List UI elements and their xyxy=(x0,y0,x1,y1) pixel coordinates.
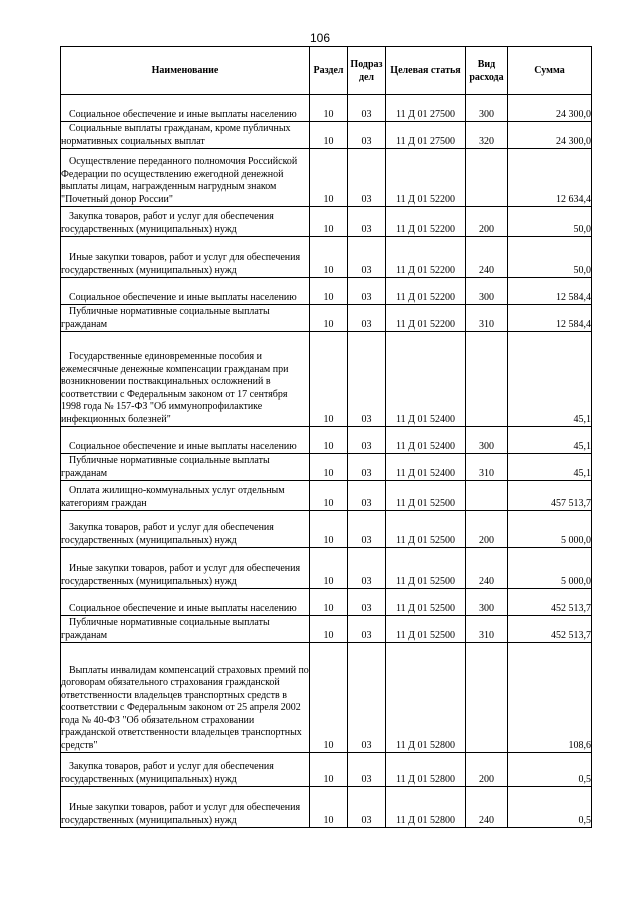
table-row xyxy=(61,122,592,149)
cell-subsection: 03 xyxy=(348,305,386,332)
header-amount: Сумма xyxy=(508,47,592,95)
cell-expense xyxy=(466,481,508,511)
cell-section: 10 xyxy=(310,511,348,548)
cell-section: 10 xyxy=(310,589,348,616)
cell-subsection: 03 xyxy=(348,511,386,548)
cell-subsection: 03 xyxy=(348,278,386,305)
cell-name xyxy=(61,511,310,548)
cell-name xyxy=(61,787,310,828)
cell-target: 11 Д 01 52200 xyxy=(386,207,466,237)
cell-target: 11 Д 01 27500 xyxy=(386,95,466,122)
row-name-text: Социальное обеспечение и иные выплаты населению xyxy=(69,108,297,120)
table-row xyxy=(61,95,592,122)
cell-target: 11 Д 01 52500 xyxy=(386,616,466,643)
header-name: Наименование xyxy=(61,47,310,95)
row-name-text: Публичные нормативные социальные выплаты гражданам xyxy=(61,455,270,479)
cell-subsection: 03 xyxy=(348,149,386,207)
table-row xyxy=(61,616,592,643)
table-row xyxy=(61,207,592,237)
cell-target: 11 Д 01 52200 xyxy=(386,278,466,305)
cell-amount: 108,6 xyxy=(508,643,592,753)
cell-expense: 310 xyxy=(466,616,508,643)
cell-target: 11 Д 01 52500 xyxy=(386,589,466,616)
cell-subsection: 03 xyxy=(348,237,386,278)
row-name-text: Социальные выплаты гражданам, кроме публичных нормативных социальных выплат xyxy=(61,123,291,147)
row-name-text: Социальное обеспечение и иные выплаты населению xyxy=(69,291,297,303)
cell-section: 10 xyxy=(310,427,348,454)
cell-amount: 24 300,0 xyxy=(508,95,592,122)
cell-subsection: 03 xyxy=(348,454,386,481)
cell-amount: 12 634,4 xyxy=(508,149,592,207)
cell-target: 11 Д 01 27500 xyxy=(386,122,466,149)
table-body xyxy=(61,95,592,828)
table-row xyxy=(61,753,592,787)
cell-amount: 457 513,7 xyxy=(508,481,592,511)
cell-expense: 300 xyxy=(466,427,508,454)
cell-amount: 24 300,0 xyxy=(508,122,592,149)
cell-name xyxy=(61,616,310,643)
cell-target: 11 Д 01 52500 xyxy=(386,481,466,511)
cell-expense: 200 xyxy=(466,511,508,548)
cell-section: 10 xyxy=(310,481,348,511)
table-row xyxy=(61,589,592,616)
row-name-text: Закупка товаров, работ и услуг для обеспечения государственных (муниципальных) нужд xyxy=(61,761,274,785)
cell-subsection: 03 xyxy=(348,787,386,828)
row-name-text: Осуществление переданного полномочия Российской Федерации по осуществлению ежегодной денежной выплаты лицам, награжденным нагрудным знаком "Почетный донор России" xyxy=(61,156,298,205)
cell-subsection: 03 xyxy=(348,427,386,454)
cell-target: 11 Д 01 52400 xyxy=(386,332,466,427)
cell-section: 10 xyxy=(310,95,348,122)
header-section: Раздел xyxy=(310,47,348,95)
cell-amount: 0,5 xyxy=(508,787,592,828)
cell-expense: 310 xyxy=(466,454,508,481)
cell-target: 11 Д 01 52800 xyxy=(386,787,466,828)
cell-subsection: 03 xyxy=(348,548,386,589)
cell-name xyxy=(61,753,310,787)
cell-name xyxy=(61,589,310,616)
cell-expense: 240 xyxy=(466,787,508,828)
cell-name xyxy=(61,548,310,589)
row-name-text: Государственные единовременные пособия и ежемесячные денежные компенсации гражданам при возникновении поствакцинальных осложнений в соответствии с Федеральным законом от 17 сентября 1998 года № 157-ФЗ "Об иммунопрофилактике инфекционных болезней" xyxy=(61,351,289,425)
cell-expense: 300 xyxy=(466,589,508,616)
table-row xyxy=(61,278,592,305)
cell-expense: 240 xyxy=(466,237,508,278)
cell-target: 11 Д 01 52500 xyxy=(386,511,466,548)
table-row xyxy=(61,332,592,427)
cell-section: 10 xyxy=(310,616,348,643)
cell-expense: 240 xyxy=(466,548,508,589)
header-expense: Вид расхода xyxy=(466,47,508,95)
cell-target: 11 Д 01 52200 xyxy=(386,305,466,332)
cell-section: 10 xyxy=(310,278,348,305)
cell-section: 10 xyxy=(310,787,348,828)
cell-section: 10 xyxy=(310,149,348,207)
cell-subsection: 03 xyxy=(348,481,386,511)
cell-name xyxy=(61,122,310,149)
cell-name xyxy=(61,643,310,753)
cell-expense xyxy=(466,149,508,207)
row-name-text: Выплаты инвалидам компенсаций страховых премий по договорам обязательного страхования гражданской ответственности владельцев транспортных средств в соответствии с Федеральным законом от 25 апреля 2002 года № 40-ФЗ "Об обязательном страховании гражданской ответственности владельцев транспортных средств" xyxy=(61,664,309,751)
cell-amount: 50,0 xyxy=(508,207,592,237)
row-name-text: Социальное обеспечение и иные выплаты населению xyxy=(69,440,297,452)
table-row xyxy=(61,237,592,278)
cell-section: 10 xyxy=(310,753,348,787)
budget-table xyxy=(60,46,592,828)
table-row xyxy=(61,481,592,511)
table-row xyxy=(61,787,592,828)
row-name-text: Иные закупки товаров, работ и услуг для обеспечения государственных (муниципальных) нужд xyxy=(61,252,301,276)
cell-expense xyxy=(466,332,508,427)
cell-amount: 12 584,4 xyxy=(508,305,592,332)
table-row xyxy=(61,643,592,753)
cell-subsection: 03 xyxy=(348,95,386,122)
table-row xyxy=(61,427,592,454)
table-row xyxy=(61,511,592,548)
cell-name xyxy=(61,305,310,332)
cell-amount: 50,0 xyxy=(508,237,592,278)
row-name-text: Публичные нормативные социальные выплаты гражданам xyxy=(61,306,270,330)
cell-name xyxy=(61,95,310,122)
cell-expense xyxy=(466,643,508,753)
cell-expense: 300 xyxy=(466,278,508,305)
cell-name xyxy=(61,149,310,207)
cell-amount: 45,1 xyxy=(508,454,592,481)
cell-amount: 45,1 xyxy=(508,427,592,454)
cell-section: 10 xyxy=(310,305,348,332)
row-name-text: Публичные нормативные социальные выплаты гражданам xyxy=(61,617,270,641)
table-row xyxy=(61,454,592,481)
table-header-row xyxy=(61,47,592,95)
cell-section: 10 xyxy=(310,207,348,237)
cell-amount: 0,5 xyxy=(508,753,592,787)
cell-expense: 200 xyxy=(466,753,508,787)
row-name-text: Иные закупки товаров, работ и услуг для обеспечения государственных (муниципальных) нужд xyxy=(61,563,301,587)
cell-subsection: 03 xyxy=(348,122,386,149)
cell-expense: 200 xyxy=(466,207,508,237)
cell-section: 10 xyxy=(310,122,348,149)
cell-name xyxy=(61,278,310,305)
cell-name xyxy=(61,454,310,481)
cell-section: 10 xyxy=(310,237,348,278)
cell-name xyxy=(61,207,310,237)
cell-amount: 452 513,7 xyxy=(508,589,592,616)
cell-amount: 5 000,0 xyxy=(508,511,592,548)
cell-subsection: 03 xyxy=(348,753,386,787)
cell-subsection: 03 xyxy=(348,332,386,427)
cell-target: 11 Д 01 52200 xyxy=(386,237,466,278)
cell-target: 11 Д 01 52500 xyxy=(386,548,466,589)
cell-section: 10 xyxy=(310,454,348,481)
cell-section: 10 xyxy=(310,643,348,753)
header-subsection: Подраз дел xyxy=(348,47,386,95)
cell-subsection: 03 xyxy=(348,643,386,753)
cell-amount: 452 513,7 xyxy=(508,616,592,643)
cell-name xyxy=(61,427,310,454)
cell-target: 11 Д 01 52800 xyxy=(386,753,466,787)
row-name-text: Закупка товаров, работ и услуг для обеспечения государственных (муниципальных) нужд xyxy=(61,211,274,235)
cell-target: 11 Д 01 52400 xyxy=(386,427,466,454)
cell-name xyxy=(61,481,310,511)
cell-target: 11 Д 01 52400 xyxy=(386,454,466,481)
cell-name xyxy=(61,332,310,427)
header-target: Целевая статья xyxy=(386,47,466,95)
table-row xyxy=(61,305,592,332)
cell-section: 10 xyxy=(310,548,348,589)
row-name-text: Социальное обеспечение и иные выплаты населению xyxy=(69,602,297,614)
table-row xyxy=(61,548,592,589)
row-name-text: Иные закупки товаров, работ и услуг для обеспечения государственных (муниципальных) нужд xyxy=(61,802,301,826)
cell-amount: 45,1 xyxy=(508,332,592,427)
cell-subsection: 03 xyxy=(348,207,386,237)
cell-expense: 310 xyxy=(466,305,508,332)
cell-section: 10 xyxy=(310,332,348,427)
cell-target: 11 Д 01 52200 xyxy=(386,149,466,207)
cell-subsection: 03 xyxy=(348,616,386,643)
cell-target: 11 Д 01 52800 xyxy=(386,643,466,753)
row-name-text: Закупка товаров, работ и услуг для обеспечения государственных (муниципальных) нужд xyxy=(61,522,274,546)
cell-expense: 300 xyxy=(466,95,508,122)
table-row xyxy=(61,149,592,207)
row-name-text: Оплата жилищно-коммунальных услуг отдельным категориям граждан xyxy=(61,485,285,509)
cell-subsection: 03 xyxy=(348,589,386,616)
cell-expense: 320 xyxy=(466,122,508,149)
cell-amount: 5 000,0 xyxy=(508,548,592,589)
cell-name xyxy=(61,237,310,278)
cell-amount: 12 584,4 xyxy=(508,278,592,305)
page-number: 106 xyxy=(309,31,331,45)
